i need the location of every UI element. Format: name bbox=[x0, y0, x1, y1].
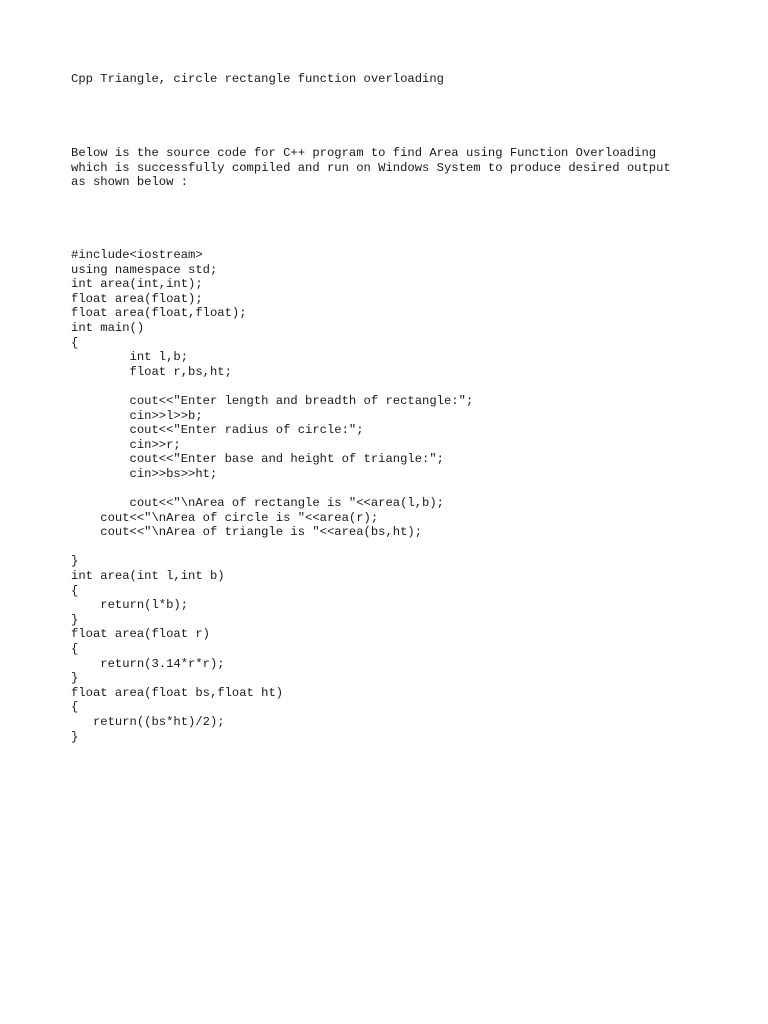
code-line: using namespace std; bbox=[71, 262, 218, 277]
intro-line: Below is the source code for C++ program to find Area using Function Overloading bbox=[71, 146, 657, 160]
document-title: Cpp Triangle, circle rectangle function overloading bbox=[71, 72, 444, 86]
code-line: { bbox=[71, 642, 79, 657]
code-line: cout<<"\nArea of rectangle is "<<area(l,b); bbox=[71, 496, 444, 511]
code-line bbox=[71, 482, 473, 497]
code-line: { bbox=[71, 583, 79, 598]
code-line: return(3.14*r*r); bbox=[71, 656, 225, 671]
code-line: } bbox=[71, 554, 79, 569]
code-line: int l,b; bbox=[71, 350, 189, 365]
code-line: cin>>l>>b; bbox=[71, 408, 203, 423]
code-line: float r,bs,ht; bbox=[71, 364, 232, 379]
code-line: } bbox=[71, 729, 79, 744]
code-line: #include<iostream> bbox=[71, 248, 203, 262]
code-line: { bbox=[71, 335, 79, 350]
code-line: cin>>r; bbox=[71, 437, 181, 452]
code-line: cout<<"\nArea of circle is "<<area(r); bbox=[71, 510, 379, 525]
code-line: } bbox=[71, 671, 79, 686]
code-line: } bbox=[71, 612, 79, 627]
code-line: cout<<"Enter length and breadth of rectangle:"; bbox=[71, 393, 474, 408]
code-line: float area(float bs,float ht) bbox=[71, 685, 284, 700]
code-line bbox=[71, 540, 473, 555]
intro-paragraph bbox=[71, 146, 671, 190]
intro-line: which is successfully compiled and run on Windows System to produce desired output bbox=[71, 160, 671, 175]
code-line: { bbox=[71, 700, 79, 715]
code-line: float area(float r) bbox=[71, 627, 210, 642]
code-line: int area(int l,int b) bbox=[71, 569, 225, 584]
code-line: return(l*b); bbox=[71, 598, 189, 613]
code-line: cin>>bs>>ht; bbox=[71, 466, 218, 481]
code-line: cout<<"Enter base and height of triangle:"; bbox=[71, 452, 444, 467]
code-line: return((bs*ht)/2); bbox=[71, 715, 225, 729]
code-line: int main() bbox=[71, 320, 145, 335]
code-line: float area(float); bbox=[71, 291, 203, 306]
code-line: int area(int,int); bbox=[71, 277, 203, 292]
code-line bbox=[71, 379, 473, 394]
code-line: cout<<"\nArea of triangle is "<<area(bs,ht); bbox=[71, 525, 423, 540]
code-line: float area(float,float); bbox=[71, 306, 247, 321]
code-block bbox=[71, 248, 473, 744]
intro-line: as shown below : bbox=[71, 175, 189, 190]
code-line: cout<<"Enter radius of circle:"; bbox=[71, 423, 364, 438]
